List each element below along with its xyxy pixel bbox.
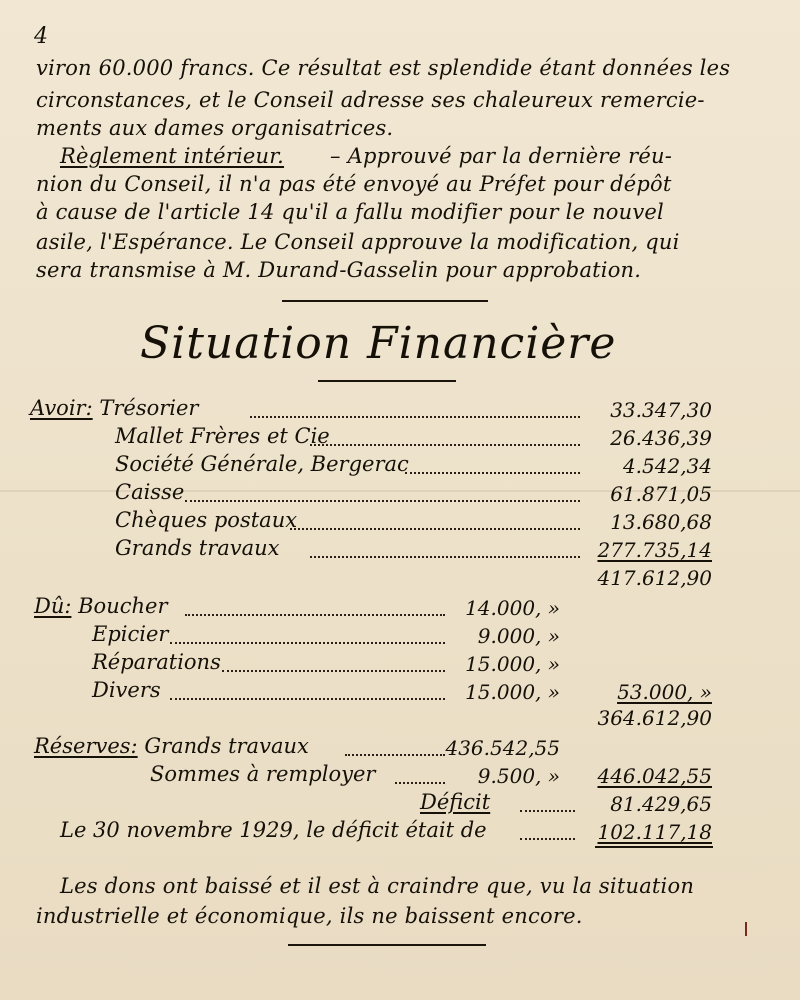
previous-deficit-label: Le 30 novembre 1929, le déficit était de: [60, 818, 487, 842]
du-row-4-amount: 15.000, »: [465, 680, 560, 704]
reserves-row-2-amount: 9.500, »: [477, 764, 560, 788]
closing-line-1: Les dons ont baissé et il est à craindre que, vu la situation: [60, 874, 695, 898]
leader-dots: [310, 444, 580, 446]
reglement-line-4: asile, l'Espérance. Le Conseil approuve la modification, qui: [36, 230, 680, 254]
avoir-row-1-label: Avoir: Trésorier: [30, 396, 199, 420]
avoir-row-5-label: Chèques postaux: [115, 508, 298, 532]
reglement-line-2: nion du Conseil, il n'a pas été envoyé au Préfet pour dépôt: [36, 172, 672, 196]
leader-dots: [310, 556, 580, 558]
reserves-row-1-label: Réserves: Grands travaux: [34, 734, 309, 758]
reserves-row-1-amount: 436.542,55: [445, 736, 560, 760]
du-row-2-label: Epicier: [92, 622, 169, 646]
reglement-line-3: à cause de l'article 14 qu'il a fallu modifier pour le nouvel: [36, 200, 664, 224]
reserves-row-2-label: Sommes à remployer: [150, 762, 376, 786]
previous-deficit-amount: 102.117,18: [597, 820, 712, 844]
avoir-row-5-amount: 13.680,68: [610, 510, 712, 534]
du-row-1-amount: 14.000, »: [465, 596, 560, 620]
leader-dots: [185, 500, 580, 502]
page-number: 4: [34, 24, 48, 49]
reglement-heading: Règlement intérieur.: [60, 144, 285, 168]
leader-dots: [170, 642, 445, 644]
leader-dots: [520, 838, 575, 840]
avoir-row-3-label: Société Générale, Bergerac: [115, 452, 409, 476]
du-total: 53.000, »: [617, 680, 712, 704]
text-line-2: circonstances, et le Conseil adresse ses chaleureux remercie-: [36, 88, 705, 112]
avoir-total: 417.612,90: [597, 566, 712, 590]
deficit-label: Déficit: [420, 790, 491, 814]
reserves-total: 446.042,55: [597, 764, 712, 788]
leader-dots: [520, 810, 575, 812]
divider-top: [282, 300, 488, 302]
section-title: Situation Financière: [140, 318, 617, 369]
avoir-row-4-amount: 61.871,05: [610, 482, 712, 506]
double-underline: [595, 846, 713, 848]
leader-dots: [290, 528, 580, 530]
divider-bottom: [288, 944, 486, 946]
du-row-3-label: Réparations: [92, 650, 221, 674]
net-after-du: 364.612,90: [597, 706, 712, 730]
leader-dots: [222, 670, 445, 672]
avoir-row-3-amount: 4.542,34: [622, 454, 712, 478]
deficit-amount: 81.429,65: [610, 792, 712, 816]
reglement-line-5: sera transmise à M. Durand-Gasselin pour approbation.: [36, 258, 642, 282]
leader-dots: [250, 416, 580, 418]
du-row-2-amount: 9.000, »: [477, 624, 560, 648]
avoir-row-6-label: Grands travaux: [115, 536, 280, 560]
avoir-row-2-amount: 26.436,39: [610, 426, 712, 450]
text-line-3: ments aux dames organisatrices.: [36, 116, 394, 140]
du-row-3-amount: 15.000, »: [465, 652, 560, 676]
reglement-line-1-rest: – Approuvé par la dernière réu-: [330, 144, 672, 168]
du-row-4-label: Divers: [92, 678, 161, 702]
du-row-1-label: Dû: Boucher: [34, 594, 168, 618]
leader-dots: [405, 472, 580, 474]
avoir-row-1-amount: 33.347,30: [610, 398, 712, 422]
closing-line-2: industrielle et économique, ils ne baissent encore.: [36, 904, 583, 928]
avoir-row-6-amount: 277.735,14: [597, 538, 712, 562]
avoir-row-2-label: Mallet Frères et Cie: [115, 424, 330, 448]
leader-dots: [345, 754, 445, 756]
text-line-1: viron 60.000 francs. Ce résultat est splendide étant données les: [36, 56, 731, 80]
margin-mark: [745, 922, 747, 936]
leader-dots: [170, 698, 445, 700]
leader-dots: [395, 782, 445, 784]
divider-title: [318, 380, 456, 382]
avoir-row-4-label: Caisse: [115, 480, 185, 504]
leader-dots: [185, 614, 445, 616]
